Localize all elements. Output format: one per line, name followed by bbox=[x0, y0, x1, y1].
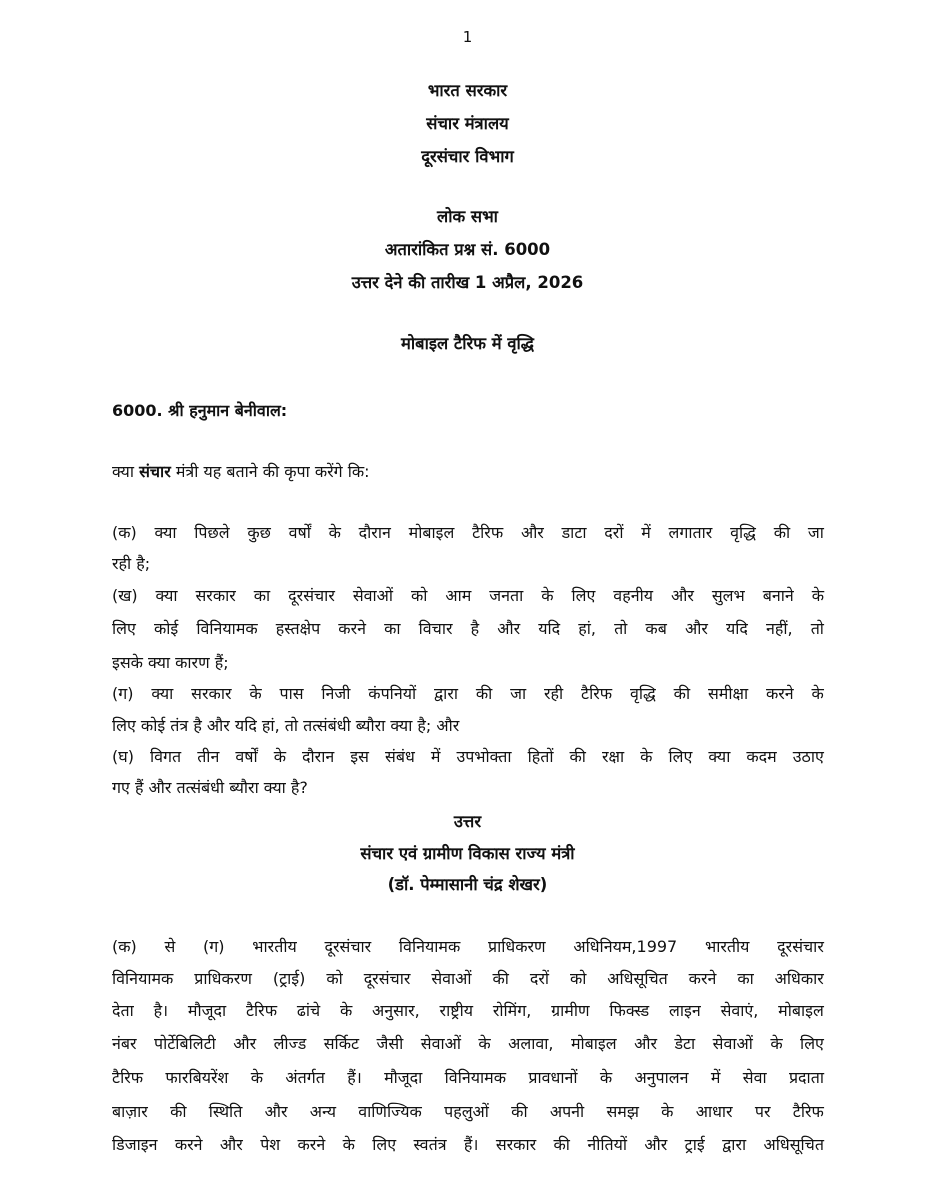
word: क्या bbox=[155, 586, 178, 605]
question-kha-line-3: इसके क्या कारण हैं; bbox=[112, 653, 229, 672]
word: से bbox=[164, 937, 176, 956]
word: का bbox=[737, 969, 754, 988]
word: करने bbox=[765, 684, 794, 703]
word: और bbox=[264, 1102, 288, 1121]
word: वाणिज्यिक bbox=[358, 1102, 422, 1121]
word: प्राधिकरण bbox=[487, 937, 546, 956]
word: टैरिफ bbox=[581, 684, 613, 703]
word: के bbox=[339, 1001, 353, 1020]
word: लीज्ड bbox=[273, 1034, 307, 1053]
word: को bbox=[411, 586, 428, 605]
word: में bbox=[430, 747, 441, 766]
word: (ख) bbox=[112, 586, 138, 605]
word: अधिकार bbox=[774, 969, 824, 988]
word: (घ) bbox=[112, 747, 134, 766]
word: ग्रामीण bbox=[551, 1001, 590, 1020]
word: जनता bbox=[489, 586, 524, 605]
word: रक्षा bbox=[601, 747, 625, 766]
word: अनुसार, bbox=[372, 1001, 420, 1020]
word: वहनीय bbox=[613, 586, 653, 605]
word: दरों bbox=[604, 523, 624, 542]
word: कुछ bbox=[247, 523, 271, 542]
word: दौरान bbox=[358, 523, 391, 542]
word: के bbox=[273, 747, 286, 766]
word: विनियामक bbox=[398, 937, 461, 956]
word: अन्य bbox=[309, 1102, 336, 1121]
word: अपनी bbox=[549, 1102, 585, 1121]
word: तो bbox=[614, 619, 628, 638]
word: और bbox=[520, 523, 544, 542]
word: की bbox=[511, 1102, 528, 1121]
word: और bbox=[634, 1034, 657, 1053]
question-intro bbox=[112, 460, 370, 482]
word: नीतियों bbox=[587, 1135, 628, 1154]
word: देता bbox=[112, 1001, 134, 1020]
word: क्या bbox=[708, 747, 731, 766]
word: यदि bbox=[725, 619, 748, 638]
word: के bbox=[541, 586, 554, 605]
word: अधिसूचित bbox=[763, 1135, 824, 1154]
word: जैसी bbox=[376, 1034, 404, 1053]
word: पर bbox=[754, 1102, 771, 1121]
word: विचार bbox=[418, 619, 453, 638]
word: मौजूदा bbox=[187, 1001, 227, 1020]
answer-line-3 bbox=[112, 999, 824, 1021]
word: (ट्राई) bbox=[272, 969, 306, 988]
minister-title: संचार एवं ग्रामीण विकास राज्य मंत्री bbox=[360, 844, 575, 863]
word: पोर्टेबिलिटी bbox=[154, 1034, 216, 1053]
word: पिछले bbox=[194, 523, 230, 542]
questioner-name: 6000. श्री हनुमान बेनीवाल: bbox=[112, 401, 288, 420]
question-kha-line-2 bbox=[112, 617, 824, 639]
word: का bbox=[253, 586, 271, 605]
word: समीक्षा bbox=[707, 684, 749, 703]
word: प्रावधानों bbox=[528, 1068, 578, 1087]
word: स्थिति bbox=[208, 1102, 243, 1121]
word: डाटा bbox=[561, 523, 587, 542]
page-number: 1 bbox=[462, 28, 473, 46]
word: हितों bbox=[527, 747, 554, 766]
word: के bbox=[342, 1135, 355, 1154]
word: वृद्धि bbox=[730, 523, 756, 542]
word: दरों bbox=[529, 969, 550, 988]
word: ट्राई bbox=[684, 1135, 705, 1154]
word: में bbox=[641, 523, 651, 542]
answer-line-4 bbox=[112, 1032, 824, 1054]
word: स्वतंत्र bbox=[413, 1135, 447, 1154]
answer-line-6 bbox=[112, 1100, 824, 1122]
word: उपभोक्ता bbox=[456, 747, 512, 766]
word: हस्तक्षेप bbox=[275, 619, 321, 638]
word: के bbox=[328, 523, 341, 542]
word: भारतीय bbox=[704, 937, 750, 956]
word: वर्षों bbox=[235, 747, 258, 766]
word: के bbox=[811, 684, 824, 703]
word: टैरिफ bbox=[245, 1001, 278, 1020]
word: अंतर्गत bbox=[285, 1068, 325, 1087]
word: के bbox=[811, 586, 824, 605]
question-ga-line-2: लिए कोई तंत्र है और यदि हां, तो तत्संबंधी ब्यौरा क्या है; और bbox=[112, 716, 460, 735]
question-gha-line-2: गए हैं और तत्संबंधी ब्यौरा क्या है? bbox=[112, 778, 308, 797]
word: और bbox=[497, 619, 521, 638]
question-ka-line-1 bbox=[112, 521, 824, 543]
word: लगातार bbox=[668, 523, 713, 542]
word: की bbox=[170, 1102, 187, 1121]
word: सरकार bbox=[495, 1135, 537, 1154]
word: अधिनियम,1997 bbox=[573, 937, 678, 956]
question-kha-line-1 bbox=[112, 584, 824, 606]
word: प्रदाता bbox=[788, 1068, 824, 1087]
word: और bbox=[684, 619, 708, 638]
word: विगत bbox=[149, 747, 182, 766]
word: की bbox=[553, 1135, 570, 1154]
word: दूरसंचार bbox=[324, 937, 372, 956]
word: प्राधिकरण bbox=[194, 969, 252, 988]
government-name: भारत सरकार bbox=[427, 81, 508, 100]
word: (क) bbox=[112, 523, 137, 542]
word: कब bbox=[645, 619, 667, 638]
word: रोमिंग, bbox=[492, 1001, 532, 1020]
word: (ग) bbox=[112, 684, 134, 703]
word: मौजूदा bbox=[384, 1068, 423, 1087]
question-gha-line-1 bbox=[112, 745, 824, 767]
word: द्वारा bbox=[433, 684, 459, 703]
intro-post: मंत्री यह बताने की कृपा करेंगे कि: bbox=[175, 462, 370, 481]
word: समझ bbox=[606, 1102, 639, 1121]
word: हैं। bbox=[463, 1135, 479, 1154]
word: विनियामक bbox=[196, 619, 258, 638]
word: करने bbox=[297, 1135, 326, 1154]
word: लिए bbox=[372, 1135, 397, 1154]
word: करने bbox=[174, 1135, 203, 1154]
word: और bbox=[219, 1135, 243, 1154]
word: के bbox=[250, 1068, 264, 1087]
word: के bbox=[599, 1068, 613, 1087]
word: फिक्स्ड bbox=[609, 1001, 650, 1020]
word: को bbox=[326, 969, 343, 988]
word: के bbox=[249, 684, 262, 703]
word: लिए bbox=[571, 586, 596, 605]
word: टैरिफ bbox=[792, 1102, 824, 1121]
word: है। bbox=[153, 1001, 169, 1020]
word: सेवाओं bbox=[352, 586, 394, 605]
word: जा bbox=[510, 684, 527, 703]
word: द्वारा bbox=[722, 1135, 747, 1154]
word: मोबाइल bbox=[778, 1001, 824, 1020]
word: डिजाइन bbox=[112, 1135, 158, 1154]
word: सेवाएं, bbox=[720, 1001, 759, 1020]
word: सुलभ bbox=[711, 586, 745, 605]
word: के bbox=[661, 1102, 674, 1121]
word: हैं। bbox=[347, 1068, 362, 1087]
word: संबंध bbox=[385, 747, 415, 766]
word: पास bbox=[279, 684, 304, 703]
word: की bbox=[773, 523, 791, 542]
word: का bbox=[384, 619, 401, 638]
word: के bbox=[770, 1034, 783, 1053]
word: रही bbox=[544, 684, 564, 703]
word: वर्षों bbox=[288, 523, 311, 542]
question-ga-line-1 bbox=[112, 682, 824, 704]
intro-pre: क्या bbox=[112, 462, 134, 481]
word: (ग) bbox=[203, 937, 225, 956]
department-name: दूरसंचार विभाग bbox=[421, 147, 514, 166]
word: अधिसूचित bbox=[607, 969, 668, 988]
word: वृद्धि bbox=[629, 684, 656, 703]
word: कोई bbox=[153, 619, 179, 638]
word: सर्किट bbox=[323, 1034, 360, 1053]
word: मोबाइल bbox=[570, 1034, 617, 1053]
word: बाज़ार bbox=[112, 1102, 148, 1121]
word: भारतीय bbox=[252, 937, 297, 956]
word: टैरिफ bbox=[112, 1068, 144, 1087]
word: पेश bbox=[260, 1135, 281, 1154]
word: उठाए bbox=[792, 747, 824, 766]
word: है bbox=[470, 619, 480, 638]
word: दौरान bbox=[302, 747, 335, 766]
word: की bbox=[673, 684, 691, 703]
question-number: अतारांकित प्रश्न सं. 6000 bbox=[384, 240, 551, 259]
word: यदि bbox=[538, 619, 561, 638]
ministry-name: संचार मंत्रालय bbox=[426, 114, 509, 133]
word: नंबर bbox=[112, 1034, 137, 1053]
word: की bbox=[492, 969, 509, 988]
word: इस bbox=[350, 747, 369, 766]
word: सेवा bbox=[742, 1068, 767, 1087]
word: लिए bbox=[800, 1034, 824, 1053]
word: के bbox=[640, 747, 653, 766]
answer-line-7 bbox=[112, 1133, 824, 1155]
word: लिए bbox=[112, 619, 136, 638]
word: दूरसंचार bbox=[777, 937, 824, 956]
minister-name: (डॉ. पेम्मासानी चंद्र शेखर) bbox=[387, 875, 548, 894]
word: सेवाओं bbox=[431, 969, 472, 988]
word: मोबाइल bbox=[408, 523, 455, 542]
word: को bbox=[569, 969, 587, 988]
word: जा bbox=[807, 523, 824, 542]
word: कदम bbox=[746, 747, 777, 766]
word: डेटा bbox=[674, 1034, 696, 1053]
word: में bbox=[710, 1068, 721, 1087]
word: हां, bbox=[578, 619, 596, 638]
word: सरकार bbox=[191, 684, 232, 703]
word: कंपनियों bbox=[368, 684, 417, 703]
answer-heading: उत्तर bbox=[453, 812, 482, 831]
word: करने bbox=[338, 619, 366, 638]
word: राष्ट्रीय bbox=[439, 1001, 474, 1020]
word: क्या bbox=[154, 523, 177, 542]
word: निजी bbox=[321, 684, 351, 703]
word: क्या bbox=[151, 684, 174, 703]
word: आधार bbox=[695, 1102, 733, 1121]
house-name: लोक सभा bbox=[437, 207, 498, 226]
answer-line-2 bbox=[112, 967, 824, 989]
word: पहलुओं bbox=[444, 1102, 489, 1121]
word: नहीं, bbox=[765, 619, 793, 638]
word: लिए bbox=[668, 747, 693, 766]
word: लाइन bbox=[669, 1001, 701, 1020]
word: बनाने bbox=[762, 586, 794, 605]
subject-title: मोबाइल टैरिफ में वृद्धि bbox=[401, 334, 534, 353]
word: (क) bbox=[112, 937, 137, 956]
word: सेवाओं bbox=[420, 1034, 461, 1053]
word: विनियामक bbox=[444, 1068, 507, 1087]
word: और bbox=[233, 1034, 257, 1053]
word: ढांचे bbox=[296, 1001, 321, 1020]
question-ka-line-2: रही है; bbox=[112, 554, 151, 573]
word: की bbox=[569, 747, 586, 766]
word: और bbox=[644, 1135, 668, 1154]
word: दूरसंचार bbox=[288, 586, 335, 605]
word: अलावा, bbox=[508, 1034, 554, 1053]
word: की bbox=[475, 684, 493, 703]
word: सरकार bbox=[195, 586, 236, 605]
word: दूरसंचार bbox=[363, 969, 411, 988]
answer-line-5 bbox=[112, 1066, 824, 1088]
intro-ministry: संचार bbox=[139, 462, 171, 481]
word: करने bbox=[688, 969, 717, 988]
word: तीन bbox=[197, 747, 220, 766]
answer-line-1 bbox=[112, 935, 824, 957]
word: सेवाओं bbox=[712, 1034, 753, 1053]
word: के bbox=[478, 1034, 491, 1053]
word: आम bbox=[445, 586, 472, 605]
word: तो bbox=[810, 619, 824, 638]
word: और bbox=[670, 586, 694, 605]
word: अनुपालन bbox=[634, 1068, 689, 1087]
answer-date: उत्तर देने की तारीख 1 अप्रैल, 2026 bbox=[351, 273, 584, 292]
word: फारबियरेंश bbox=[165, 1068, 229, 1087]
word: विनियामक bbox=[112, 969, 174, 988]
word: टैरिफ bbox=[472, 523, 504, 542]
